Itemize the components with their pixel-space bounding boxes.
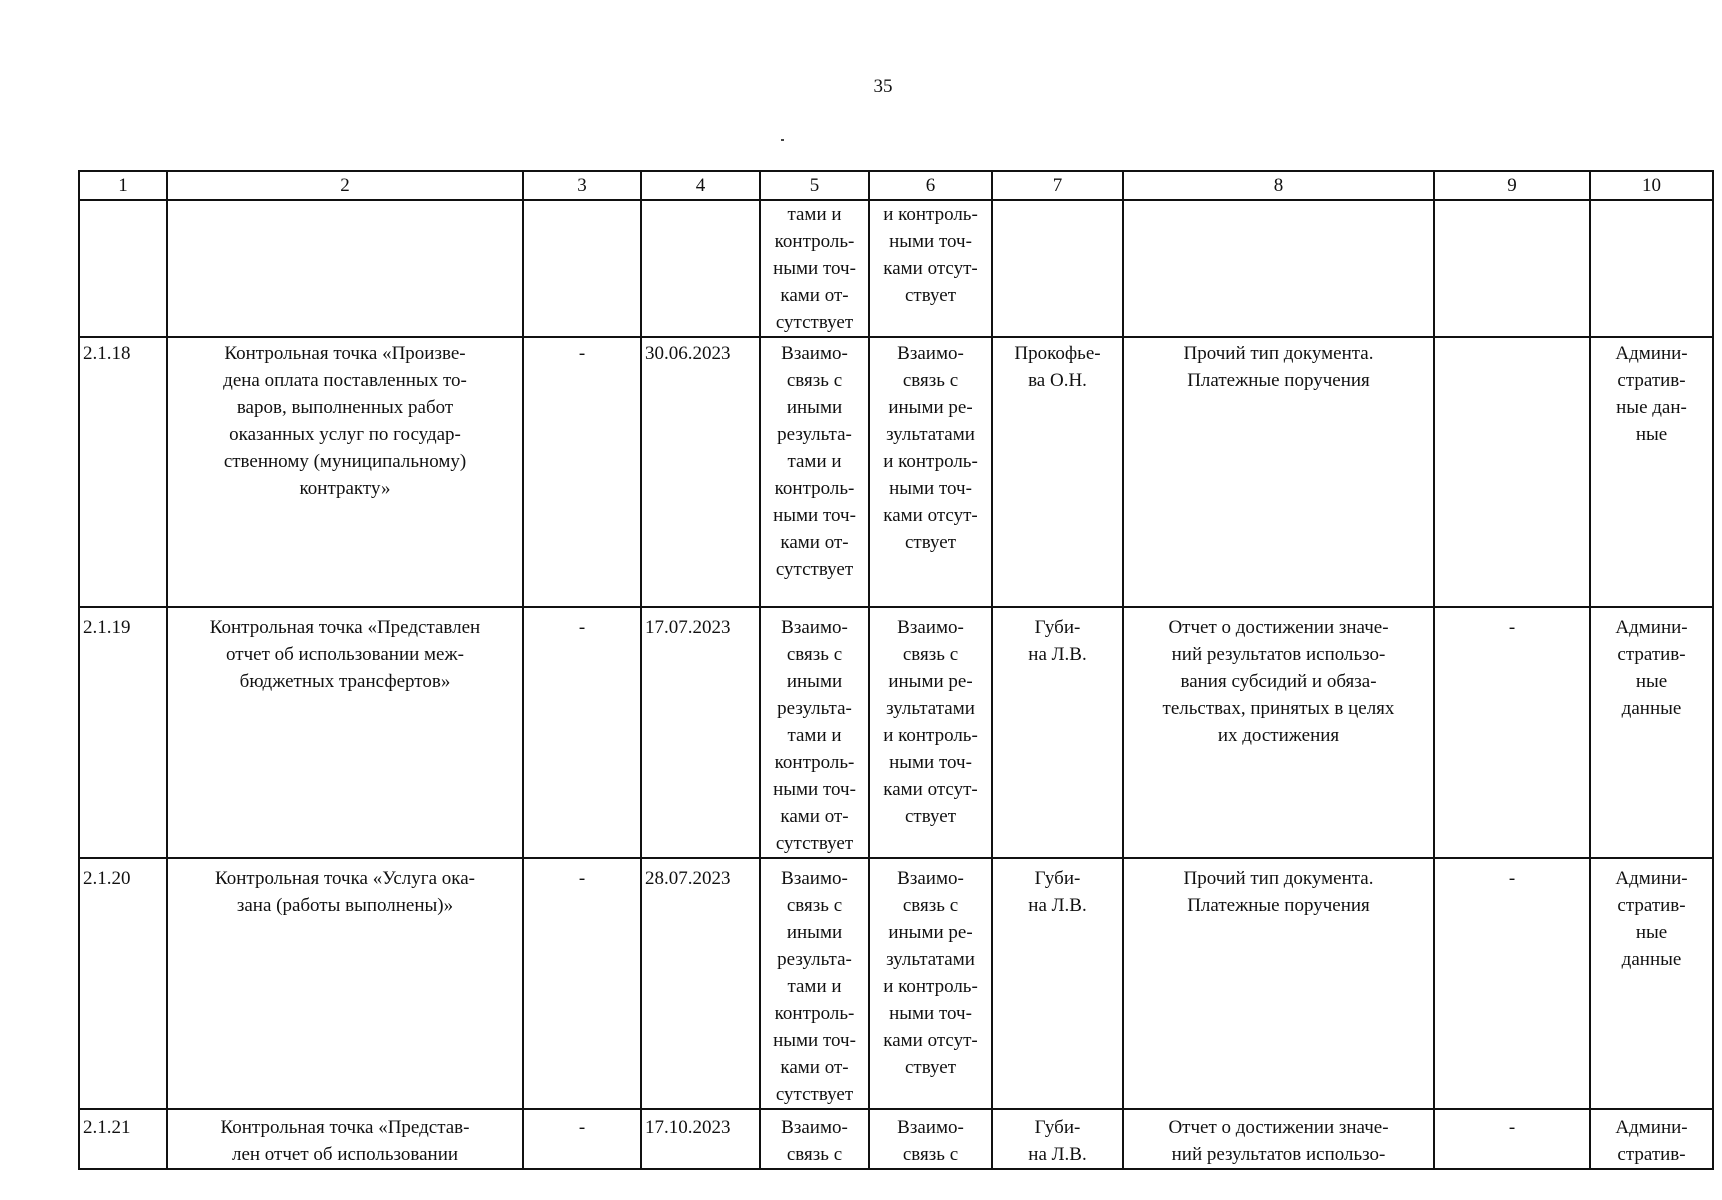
document-type (1123, 200, 1434, 337)
column-3-value: - (523, 607, 641, 858)
column-3-value: - (523, 337, 641, 607)
column-9-value: - (1434, 607, 1590, 858)
table-row (79, 337, 1713, 607)
column-header: 1 (79, 171, 167, 200)
table-row (79, 1109, 1713, 1169)
control-point-name (167, 200, 523, 337)
row-number: 2.1.18 (79, 337, 167, 607)
link-with-results: Взаимо- связь с (760, 1109, 869, 1169)
table-row (79, 858, 1713, 1109)
table-row (79, 607, 1713, 858)
document-type: Отчет о достижении значе- ний результатов использо- (1123, 1109, 1434, 1169)
document-type: Прочий тип документа. Платежные поручения (1123, 858, 1434, 1109)
table-row (79, 200, 1713, 337)
responsible-person: Губи- на Л.В. (992, 1109, 1123, 1169)
table-header-row (79, 171, 1713, 200)
due-date: 28.07.2023 (641, 858, 760, 1109)
column-9-value: - (1434, 858, 1590, 1109)
link-with-other: Взаимо- связь с (869, 1109, 992, 1169)
document-type: Прочий тип документа. Платежные поручения (1123, 337, 1434, 607)
link-with-results: тами и контроль- ными точ- ками от- сутствует (760, 200, 869, 337)
data-source: Админи- стратив- ные данные (1590, 858, 1713, 1109)
data-source: Админи- стратив- ные данные (1590, 607, 1713, 858)
control-point-name: Контрольная точка «Представлен отчет об использовании меж- бюджетных трансфертов» (167, 607, 523, 858)
column-9-value (1434, 200, 1590, 337)
column-9-value (1434, 337, 1590, 607)
link-with-other: Взаимо- связь с иными ре- зультатами и контроль- ными точ- ками отсут- ствует (869, 337, 992, 607)
control-point-name: Контрольная точка «Представ- лен отчет об использовании (167, 1109, 523, 1169)
control-point-name: Контрольная точка «Произве- дена оплата поставленных то- варов, выполненных работ оказанных услуг по государ- ственному (муниципальному) контракту» (167, 337, 523, 607)
data-source: Админи- стратив- (1590, 1109, 1713, 1169)
row-number: 2.1.21 (79, 1109, 167, 1169)
responsible-person: Губи- на Л.В. (992, 607, 1123, 858)
link-with-results: Взаимо- связь с иными результа- тами и контроль- ными точ- ками от- сутствует (760, 337, 869, 607)
link-with-results: Взаимо- связь с иными результа- тами и контроль- ными точ- ками от- сутствует (760, 607, 869, 858)
row-number: 2.1.19 (79, 607, 167, 858)
column-header: 8 (1123, 171, 1434, 200)
due-date: 17.10.2023 (641, 1109, 760, 1169)
column-9-value: - (1434, 1109, 1590, 1169)
link-with-results: Взаимо- связь с иными результа- тами и контроль- ными точ- ками от- сутствует (760, 858, 869, 1109)
due-date (641, 200, 760, 337)
scan-artifact-dot (781, 139, 784, 141)
link-with-other: Взаимо- связь с иными ре- зультатами и контроль- ными точ- ками отсут- ствует (869, 607, 992, 858)
column-header: 9 (1434, 171, 1590, 200)
column-header: 2 (167, 171, 523, 200)
document-type: Отчет о достижении значе- ний результатов использо- вания субсидий и обяза- тельствах, принятых в целях их достижения (1123, 607, 1434, 858)
row-number: 2.1.20 (79, 858, 167, 1109)
column-header: 4 (641, 171, 760, 200)
column-header: 5 (760, 171, 869, 200)
column-header: 7 (992, 171, 1123, 200)
control-point-name: Контрольная точка «Услуга ока- зана (работы выполнены)» (167, 858, 523, 1109)
row-number (79, 200, 167, 337)
link-with-other: Взаимо- связь с иными ре- зультатами и контроль- ными точ- ками отсут- ствует (869, 858, 992, 1109)
link-with-other: и контроль- ными точ- ками отсут- ствует (869, 200, 992, 337)
page-number: 35 (873, 76, 893, 97)
responsible-person: Губи- на Л.В. (992, 858, 1123, 1109)
column-header: 10 (1590, 171, 1713, 200)
control-points-table (78, 170, 1714, 1170)
due-date: 30.06.2023 (641, 337, 760, 607)
column-3-value: - (523, 858, 641, 1109)
column-3-value (523, 200, 641, 337)
responsible-person: Прокофье- ва О.Н. (992, 337, 1123, 607)
data-source (1590, 200, 1713, 337)
responsible-person (992, 200, 1123, 337)
due-date: 17.07.2023 (641, 607, 760, 858)
column-header: 3 (523, 171, 641, 200)
data-source: Админи- стратив- ные дан- ные (1590, 337, 1713, 607)
column-header: 6 (869, 171, 992, 200)
column-3-value: - (523, 1109, 641, 1169)
